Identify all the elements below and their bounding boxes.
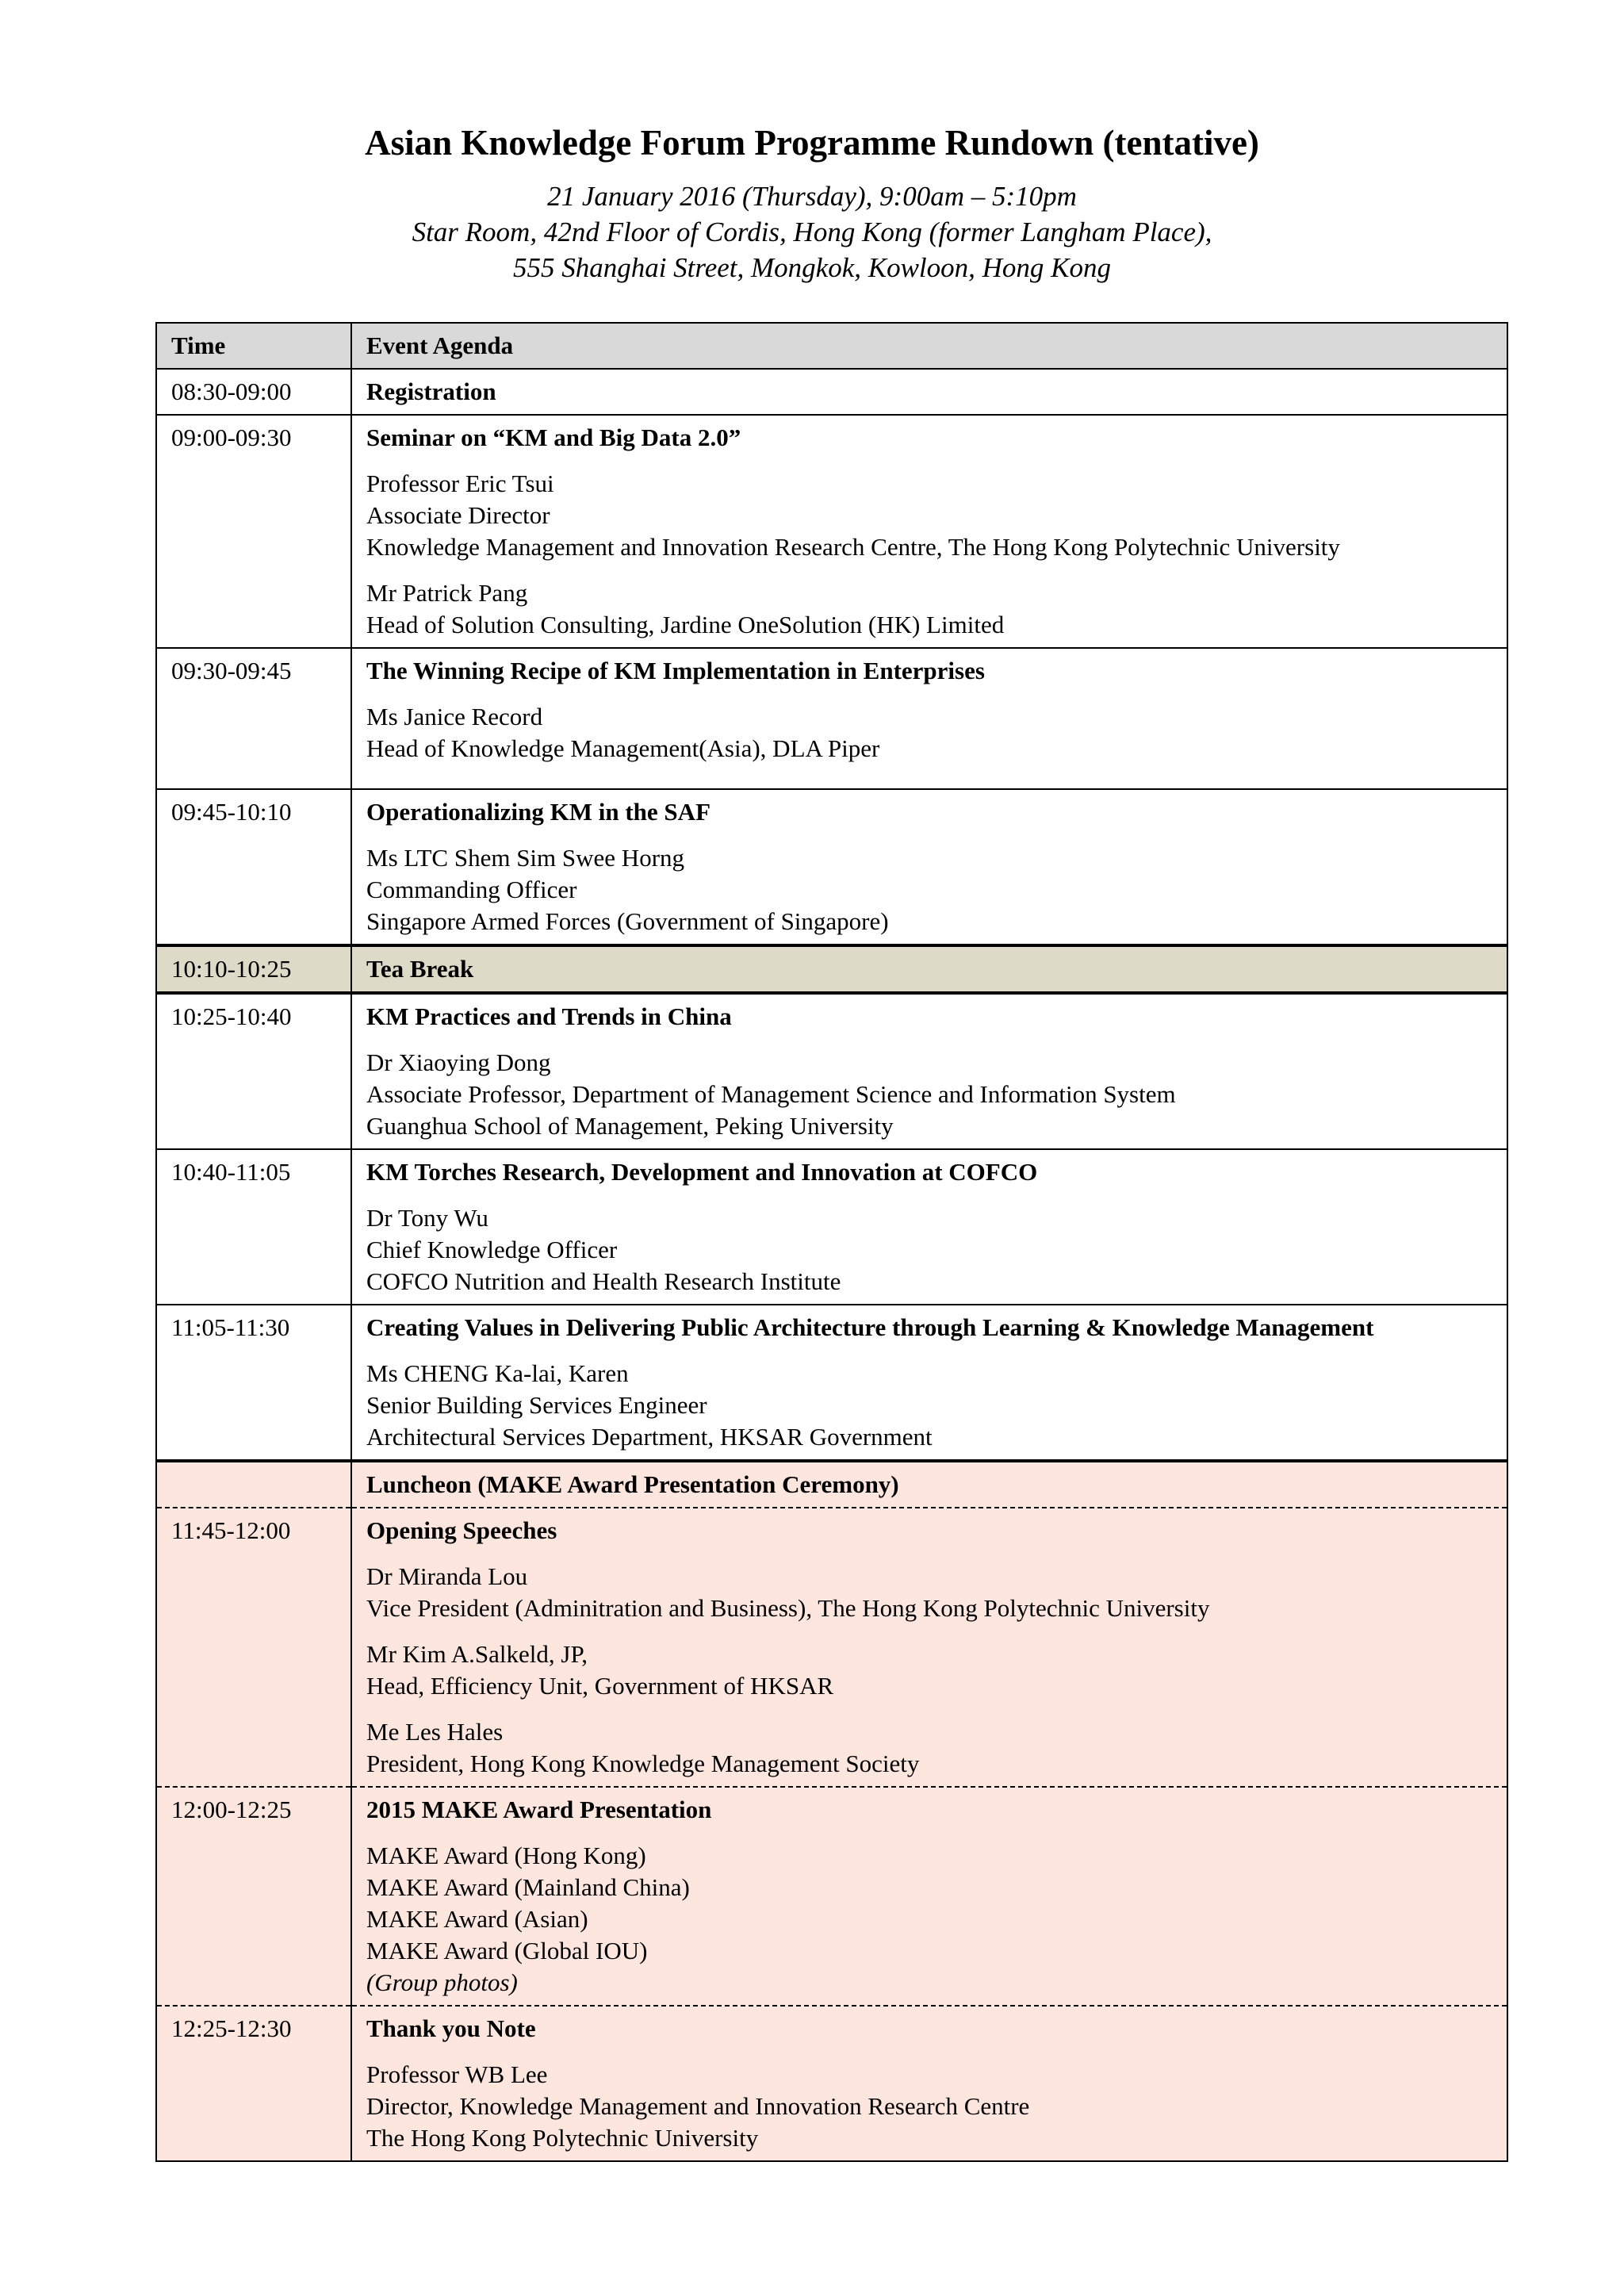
agenda-row-public-architecture [156,1305,1507,1461]
speaker-role: Head, Efficiency Unit, Government of HKSAR [366,1672,834,1700]
speaker-name: Dr Tony Wu [366,1204,488,1232]
award-item: MAKE Award (Hong Kong) [366,1842,646,1869]
row-time: 10:10-10:25 [156,945,351,993]
row-time: 09:00-09:30 [156,415,351,648]
event-title: KM Torches Research, Development and Innovation at COFCO [366,1158,1038,1186]
document-title: Asian Knowledge Forum Programme Rundown (tentative) [365,123,1259,163]
speaker-block [366,842,1492,937]
row-time: 11:05-11:30 [156,1305,351,1461]
row-time: 12:25-12:30 [156,2006,351,2161]
speaker-role: Vice President (Adminitration and Business), The Hong Kong Polytechnic University [366,1594,1210,1622]
speaker-name: Professor Eric Tsui [366,470,554,497]
agenda-row-opening-speeches [156,1508,1507,1787]
speaker-block [366,2059,1492,2154]
speaker-block [366,1716,1492,1780]
agenda-row-km-china [156,993,1507,1149]
speaker-role: Associate Professor, Department of Management Science and Information System [366,1080,1176,1108]
speaker-role: Chief Knowledge Officer [366,1236,618,1263]
agenda-row-saf [156,789,1507,945]
agenda-header-row [156,323,1507,369]
agenda-row-thank-you [156,2006,1507,2161]
event-column-header: Event Agenda [351,323,1507,369]
speaker-block [366,701,1492,782]
speaker-block [366,1047,1492,1142]
row-event [351,648,1507,789]
event-title: Opening Speeches [366,1516,557,1544]
speaker-name: Ms Janice Record [366,703,543,730]
venue-line-2: 555 Shanghai Street, Mongkok, Kowloon, Hong Kong [512,252,1112,283]
speaker-name: Dr Xiaoying Dong [366,1048,551,1076]
event-title: KM Practices and Trends in China [366,1002,732,1030]
event-title: Registration [366,378,496,405]
row-event [351,1149,1507,1305]
speaker-role: Head of Knowledge Management(Asia), DLA Piper [366,734,880,762]
award-item: MAKE Award (Mainland China) [366,1873,690,1901]
row-time [156,1461,351,1508]
speaker-role: Associate Director [366,501,550,529]
agenda-table [155,322,1508,2162]
speaker-block [366,468,1492,563]
speaker-org: Architectural Services Department, HKSAR Government [366,1423,933,1451]
award-note: (Group photos) [366,1968,518,1996]
event-title: Thank you Note [366,2014,536,2042]
event-title: Luncheon (MAKE Award Presentation Ceremony) [366,1470,899,1498]
speaker-block [366,1561,1492,1624]
row-time: 09:30-09:45 [156,648,351,789]
speaker-name: Ms LTC Shem Sim Swee Horng [366,844,685,872]
speaker-org: Guanghua School of Management, Peking University [366,1112,894,1140]
row-event [351,1787,1507,2006]
speaker-block [366,1639,1492,1702]
speaker-name: Me Les Hales [366,1718,504,1746]
agenda-row-seminar [156,415,1507,648]
speaker-org: Knowledge Management and Innovation Research Centre, The Hong Kong Polytechnic University [366,533,1340,561]
agenda-row-luncheon [156,1461,1507,1508]
venue-line-1: Star Room, 42nd Floor of Cordis, Hong Kong (former Langham Place), [412,217,1212,247]
speaker-org: COFCO Nutrition and Health Research Institute [366,1267,841,1295]
event-title: Tea Break [366,955,474,983]
speaker-name: Professor WB Lee [366,2060,548,2088]
speaker-name: Mr Kim A.Salkeld, JP, [366,1640,588,1668]
speaker-role: Director, Knowledge Management and Innovation Research Centre [366,2092,1030,2120]
row-event [351,1305,1507,1461]
speaker-name: Mr Patrick Pang [366,579,528,607]
time-column-header: Time [156,323,351,369]
speaker-name: Ms CHENG Ka-lai, Karen [366,1359,629,1387]
row-event [351,415,1507,648]
award-item: MAKE Award (Asian) [366,1905,588,1933]
row-event [351,369,1507,415]
row-event [351,1461,1507,1508]
event-title: The Winning Recipe of KM Implementation in Enterprises [366,657,985,684]
speaker-name: Dr Miranda Lou [366,1562,528,1590]
event-title: Operationalizing KM in the SAF [366,798,710,826]
row-time: 09:45-10:10 [156,789,351,945]
row-event [351,945,1507,993]
event-title: Creating Values in Delivering Public Architecture through Learning & Knowledge Management [366,1313,1374,1341]
speaker-block [366,1358,1492,1453]
row-event [351,1508,1507,1787]
speaker-role: Head of Solution Consulting, Jardine OneSolution (HK) Limited [366,611,1005,638]
speaker-block [366,577,1492,641]
row-time: 08:30-09:00 [156,369,351,415]
speaker-org: Singapore Armed Forces (Government of Singapore) [366,907,889,935]
row-event [351,2006,1507,2161]
event-date: 21 January 2016 (Thursday), 9:00am – 5:10pm [547,181,1077,212]
row-event [351,993,1507,1149]
row-time: 10:40-11:05 [156,1149,351,1305]
row-time: 11:45-12:00 [156,1508,351,1787]
row-event [351,789,1507,945]
speaker-block [366,1202,1492,1297]
agenda-row-registration [156,369,1507,415]
agenda-row-make-award [156,1787,1507,2006]
row-time: 10:25-10:40 [156,993,351,1149]
event-title: Seminar on “KM and Big Data 2.0” [366,424,741,451]
speaker-role: Commanding Officer [366,876,577,903]
event-title: 2015 MAKE Award Presentation [366,1796,712,1823]
speaker-role: President, Hong Kong Knowledge Management Society [366,1750,920,1777]
award-item: MAKE Award (Global IOU) [366,1937,648,1964]
row-time: 12:00-12:25 [156,1787,351,2006]
agenda-row-winning-recipe [156,648,1507,789]
agenda-row-cofco [156,1149,1507,1305]
agenda-row-tea-break [156,945,1507,993]
speaker-org: The Hong Kong Polytechnic University [366,2124,759,2152]
award-list [366,1840,1492,1999]
speaker-role: Senior Building Services Engineer [366,1391,707,1419]
